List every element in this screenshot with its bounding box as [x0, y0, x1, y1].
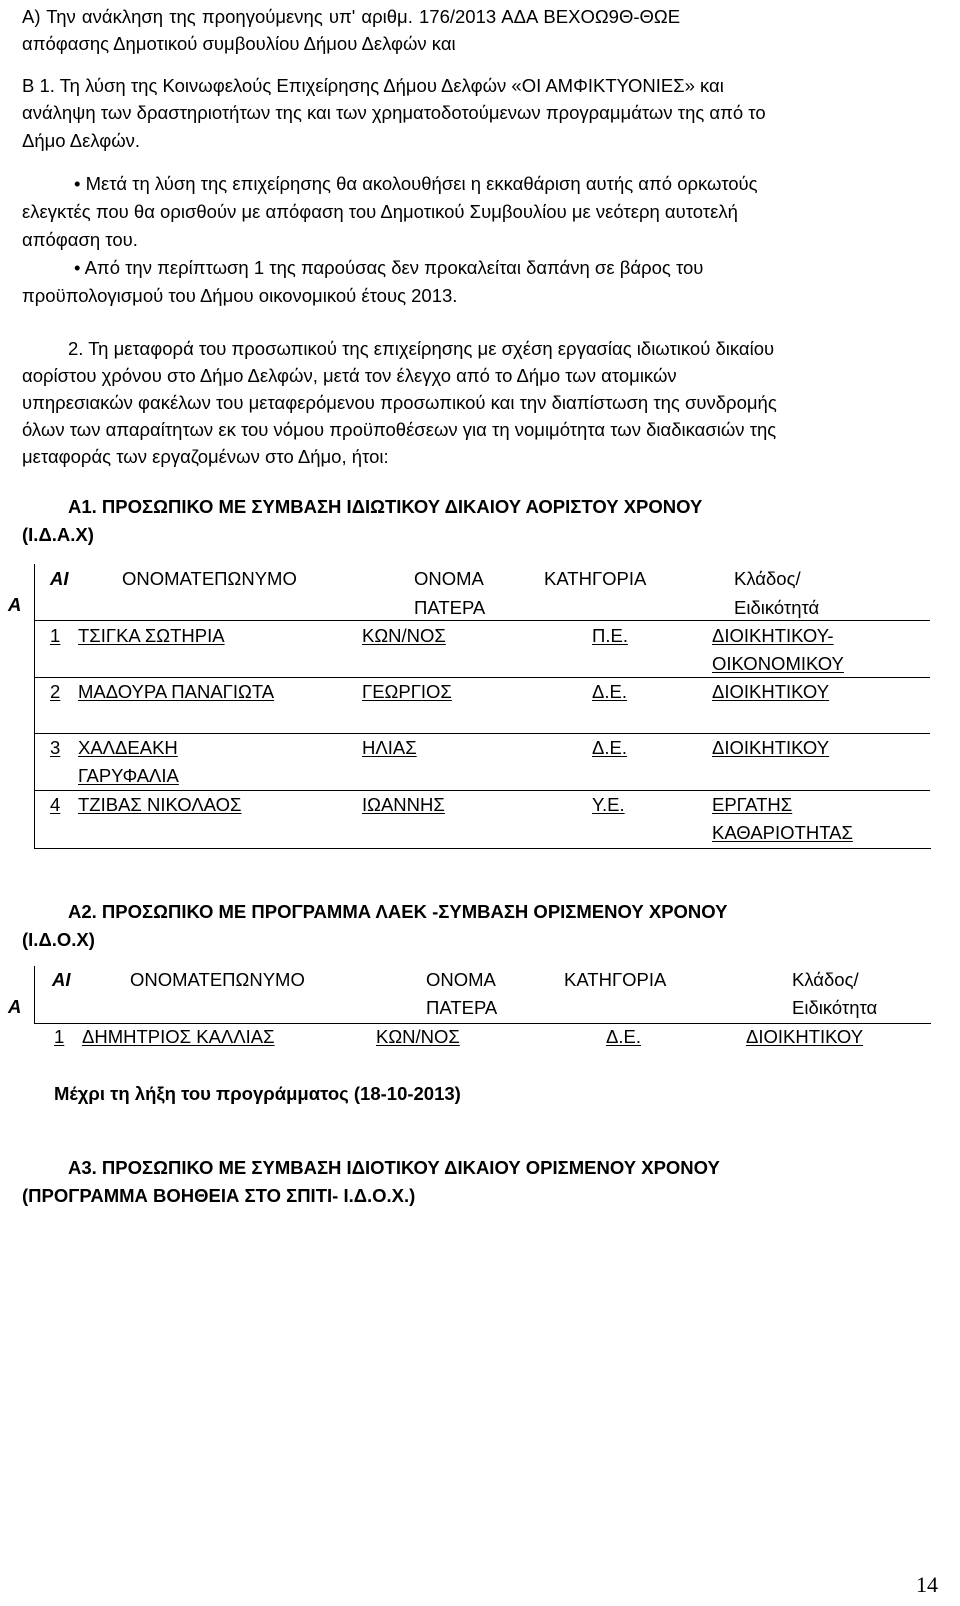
- header-category: ΚΑΤΗΓΟΡΙΑ: [564, 969, 667, 990]
- row-spec: ΔΙΟΙΚΗΤΙΚΟΥ-: [712, 625, 834, 646]
- header-father-1: ΟΝΟΜΑ: [426, 969, 496, 990]
- header-spec-2: Ειδικότητα: [792, 997, 878, 1018]
- row-spec: ΔΙΟΙΚΗΤΙΚΟΥ: [712, 737, 830, 758]
- header-father-2: ΠΑΤΕΡΑ: [414, 597, 486, 618]
- row-number: 1: [50, 625, 61, 646]
- row-number: 4: [50, 794, 61, 815]
- bullet-2-line-2: προϋπολογισμού του Δήμου οικονομικού έτους 2013.: [22, 285, 458, 306]
- row-father: ΓΕΩΡΓΙΟΣ: [362, 681, 452, 702]
- header-aa: ΑΙ: [52, 969, 71, 990]
- row-name: ΤΖΙΒΑΣ ΝΙΚΟΛΑΟΣ: [78, 794, 242, 815]
- row-father: ΗΛΙΑΣ: [362, 737, 417, 758]
- program-end-note: Μέχρι τη λήξη του προγράμματος (18-10-2013): [54, 1083, 461, 1104]
- header-aa-2: Α: [8, 996, 22, 1017]
- row-spec: ΕΡΓΑΤΗΣ: [712, 794, 793, 815]
- header-spec-1: Κλάδος/: [792, 969, 859, 990]
- row-spec: ΔΙΟΙΚΗΤΙΚΟΥ: [712, 681, 830, 702]
- header-category: ΚΑΤΗΓΟΡΙΑ: [544, 568, 647, 589]
- para-b1-line-3: Δήμο Δελφών.: [22, 130, 141, 151]
- para-2-line-2: αορίστου χρόνου στο Δήμο Δελφών, μετά τον έλεγχο από το Δήμο των ατομικών: [22, 365, 677, 386]
- row-name: ΧΑΛΔΕΑΚΗ: [78, 737, 178, 758]
- para-2-line-5: μεταφοράς των εργαζομένων στο Δήμο, ήτοι:: [22, 446, 389, 467]
- para-2-line-1: 2. Τη μεταφορά του προσωπικού της επιχείρησης με σχέση εργασίας ιδιωτικού δικαίου: [68, 338, 775, 359]
- para-2-line-4: όλων των απαραίτητων εκ του νόμου προϋποθέσεων για τη νομιμότητα των διαδικασιών της: [22, 419, 777, 440]
- row-category: Δ.Ε.: [606, 1026, 641, 1047]
- row-name: ΤΣΙΓΚΑ ΣΩΤΗΡΙΑ: [78, 625, 225, 646]
- para-b1-line-2: ανάληψη των δραστηριοτήτων της και των χρηματοδοτούμενων προγραμμάτων της από το: [22, 102, 766, 123]
- row-number: 1: [54, 1026, 65, 1047]
- header-father-2: ΠΑΤΕΡΑ: [426, 997, 498, 1018]
- para-b1-line-1: Β 1. Τη λύση της Κοινωφελούς Επιχείρησης Δήμου Δελφών «ΟΙ ΑΜΦΙΚΤΥΟΝΙΕΣ» και: [22, 75, 724, 96]
- bullet-1-line-1: • Μετά τη λύση της επιχείρησης θα ακολουθήσει η εκκαθάριση αυτής από ορκωτούς: [74, 173, 758, 194]
- section-a3-title: Α3. ΠΡΟΣΩΠΙΚΟ ΜΕ ΣΥΜΒΑΣΗ ΙΔΙΟΤΙΚΟΥ ΔΙΚΑΙΟΥ ΟΡΙΣΜΕΝΟΥ ΧΡΟΝΟΥ: [68, 1157, 720, 1178]
- para-2-line-3: υπηρεσιακών φακέλων του μεταφερόμενου προσωπικού και την διαπίστωση της συνδρομής: [22, 392, 777, 413]
- row-spec: ΔΙΟΙΚΗΤΙΚΟΥ: [746, 1026, 864, 1047]
- table-1-divider: [34, 620, 930, 621]
- header-father-1: ΟΝΟΜΑ: [414, 568, 484, 589]
- page-number: 14: [916, 1572, 938, 1597]
- row-spec-2: ΚΑΘΑΡΙΟΤΗΤΑΣ: [712, 822, 853, 843]
- section-a1-subtitle: (Ι.Δ.Α.Χ): [22, 524, 94, 545]
- header-aa-2: Α: [8, 594, 22, 615]
- row-father: ΚΩΝ/ΝΟΣ: [362, 625, 446, 646]
- row-number: 3: [50, 737, 61, 758]
- header-aa: ΑΙ: [50, 568, 69, 589]
- header-name: ΟΝΟΜΑΤΕΠΩΝΥΜΟ: [130, 969, 305, 990]
- row-category: Π.Ε.: [592, 625, 628, 646]
- row-father: ΙΩΑΝΝΗΣ: [362, 794, 445, 815]
- row-category: Δ.Ε.: [592, 681, 627, 702]
- row-number: 2: [50, 681, 61, 702]
- bullet-2-line-1: • Από την περίπτωση 1 της παρούσας δεν προκαλείται δαπάνη σε βάρος του: [74, 257, 704, 278]
- row-category: Υ.Ε.: [592, 794, 625, 815]
- row-spec-2: ΟΙΚΟΝΟΜΙΚΟΥ: [712, 653, 844, 674]
- para-a-line-2: απόφασης Δημοτικού συμβουλίου Δήμου Δελφών και: [22, 33, 456, 54]
- header-spec-1: Κλάδος/: [734, 568, 801, 589]
- row-name: ΜΑΔΟΥΡΑ ΠΑΝΑΓΙΩΤΑ: [78, 681, 275, 702]
- section-a3-subtitle: (ΠΡΟΓΡΑΜΜΑ ΒΟΗΘΕΙΑ ΣΤΟ ΣΠΙΤΙ- Ι.Δ.Ο.Χ.): [22, 1185, 416, 1206]
- row-name: ΔΗΜΗΤΡΙΟΣ ΚΑΛΛΙΑΣ: [82, 1026, 275, 1047]
- bullet-1-line-2: ελεγκτές που θα ορισθούν με απόφαση του Δημοτικού Συμβουλίου με νεότερη αυτοτελή: [22, 201, 738, 222]
- para-a-line-1: Α) Την ανάκληση της προηγούμενης υπ' αριθμ. 176/2013 ΑΔΑ ΒΕΧΟΩ9Θ-ΘΩΕ: [22, 6, 681, 27]
- row-father: ΚΩΝ/ΝΟΣ: [376, 1026, 460, 1047]
- header-name: ΟΝΟΜΑΤΕΠΩΝΥΜΟ: [122, 568, 297, 589]
- section-a2-subtitle: (Ι.Δ.Ο.Χ): [22, 929, 95, 950]
- section-a1-title: Α1. ΠΡΟΣΩΠΙΚΟ ΜΕ ΣΥΜΒΑΣΗ ΙΔΙΩΤΙΚΟΥ ΔΙΚΑΙΟΥ ΑΟΡΙΣΤΟΥ ΧΡΟΝΟΥ: [68, 496, 703, 517]
- row-category: Δ.Ε.: [592, 737, 627, 758]
- section-a2-title: Α2. ΠΡΟΣΩΠΙΚΟ ΜΕ ΠΡΟΓΡΑΜΜΑ ΛΑΕΚ -ΣΥΜΒΑΣΗ ΟΡΙΣΜΕΝΟΥ ΧΡΟΝΟΥ: [68, 901, 728, 922]
- bullet-1-line-3: απόφαση του.: [22, 229, 138, 250]
- row-name-2: ΓΑΡΥΦΑΛΙΑ: [78, 765, 179, 786]
- header-spec-2: Ειδικότητά: [734, 597, 820, 618]
